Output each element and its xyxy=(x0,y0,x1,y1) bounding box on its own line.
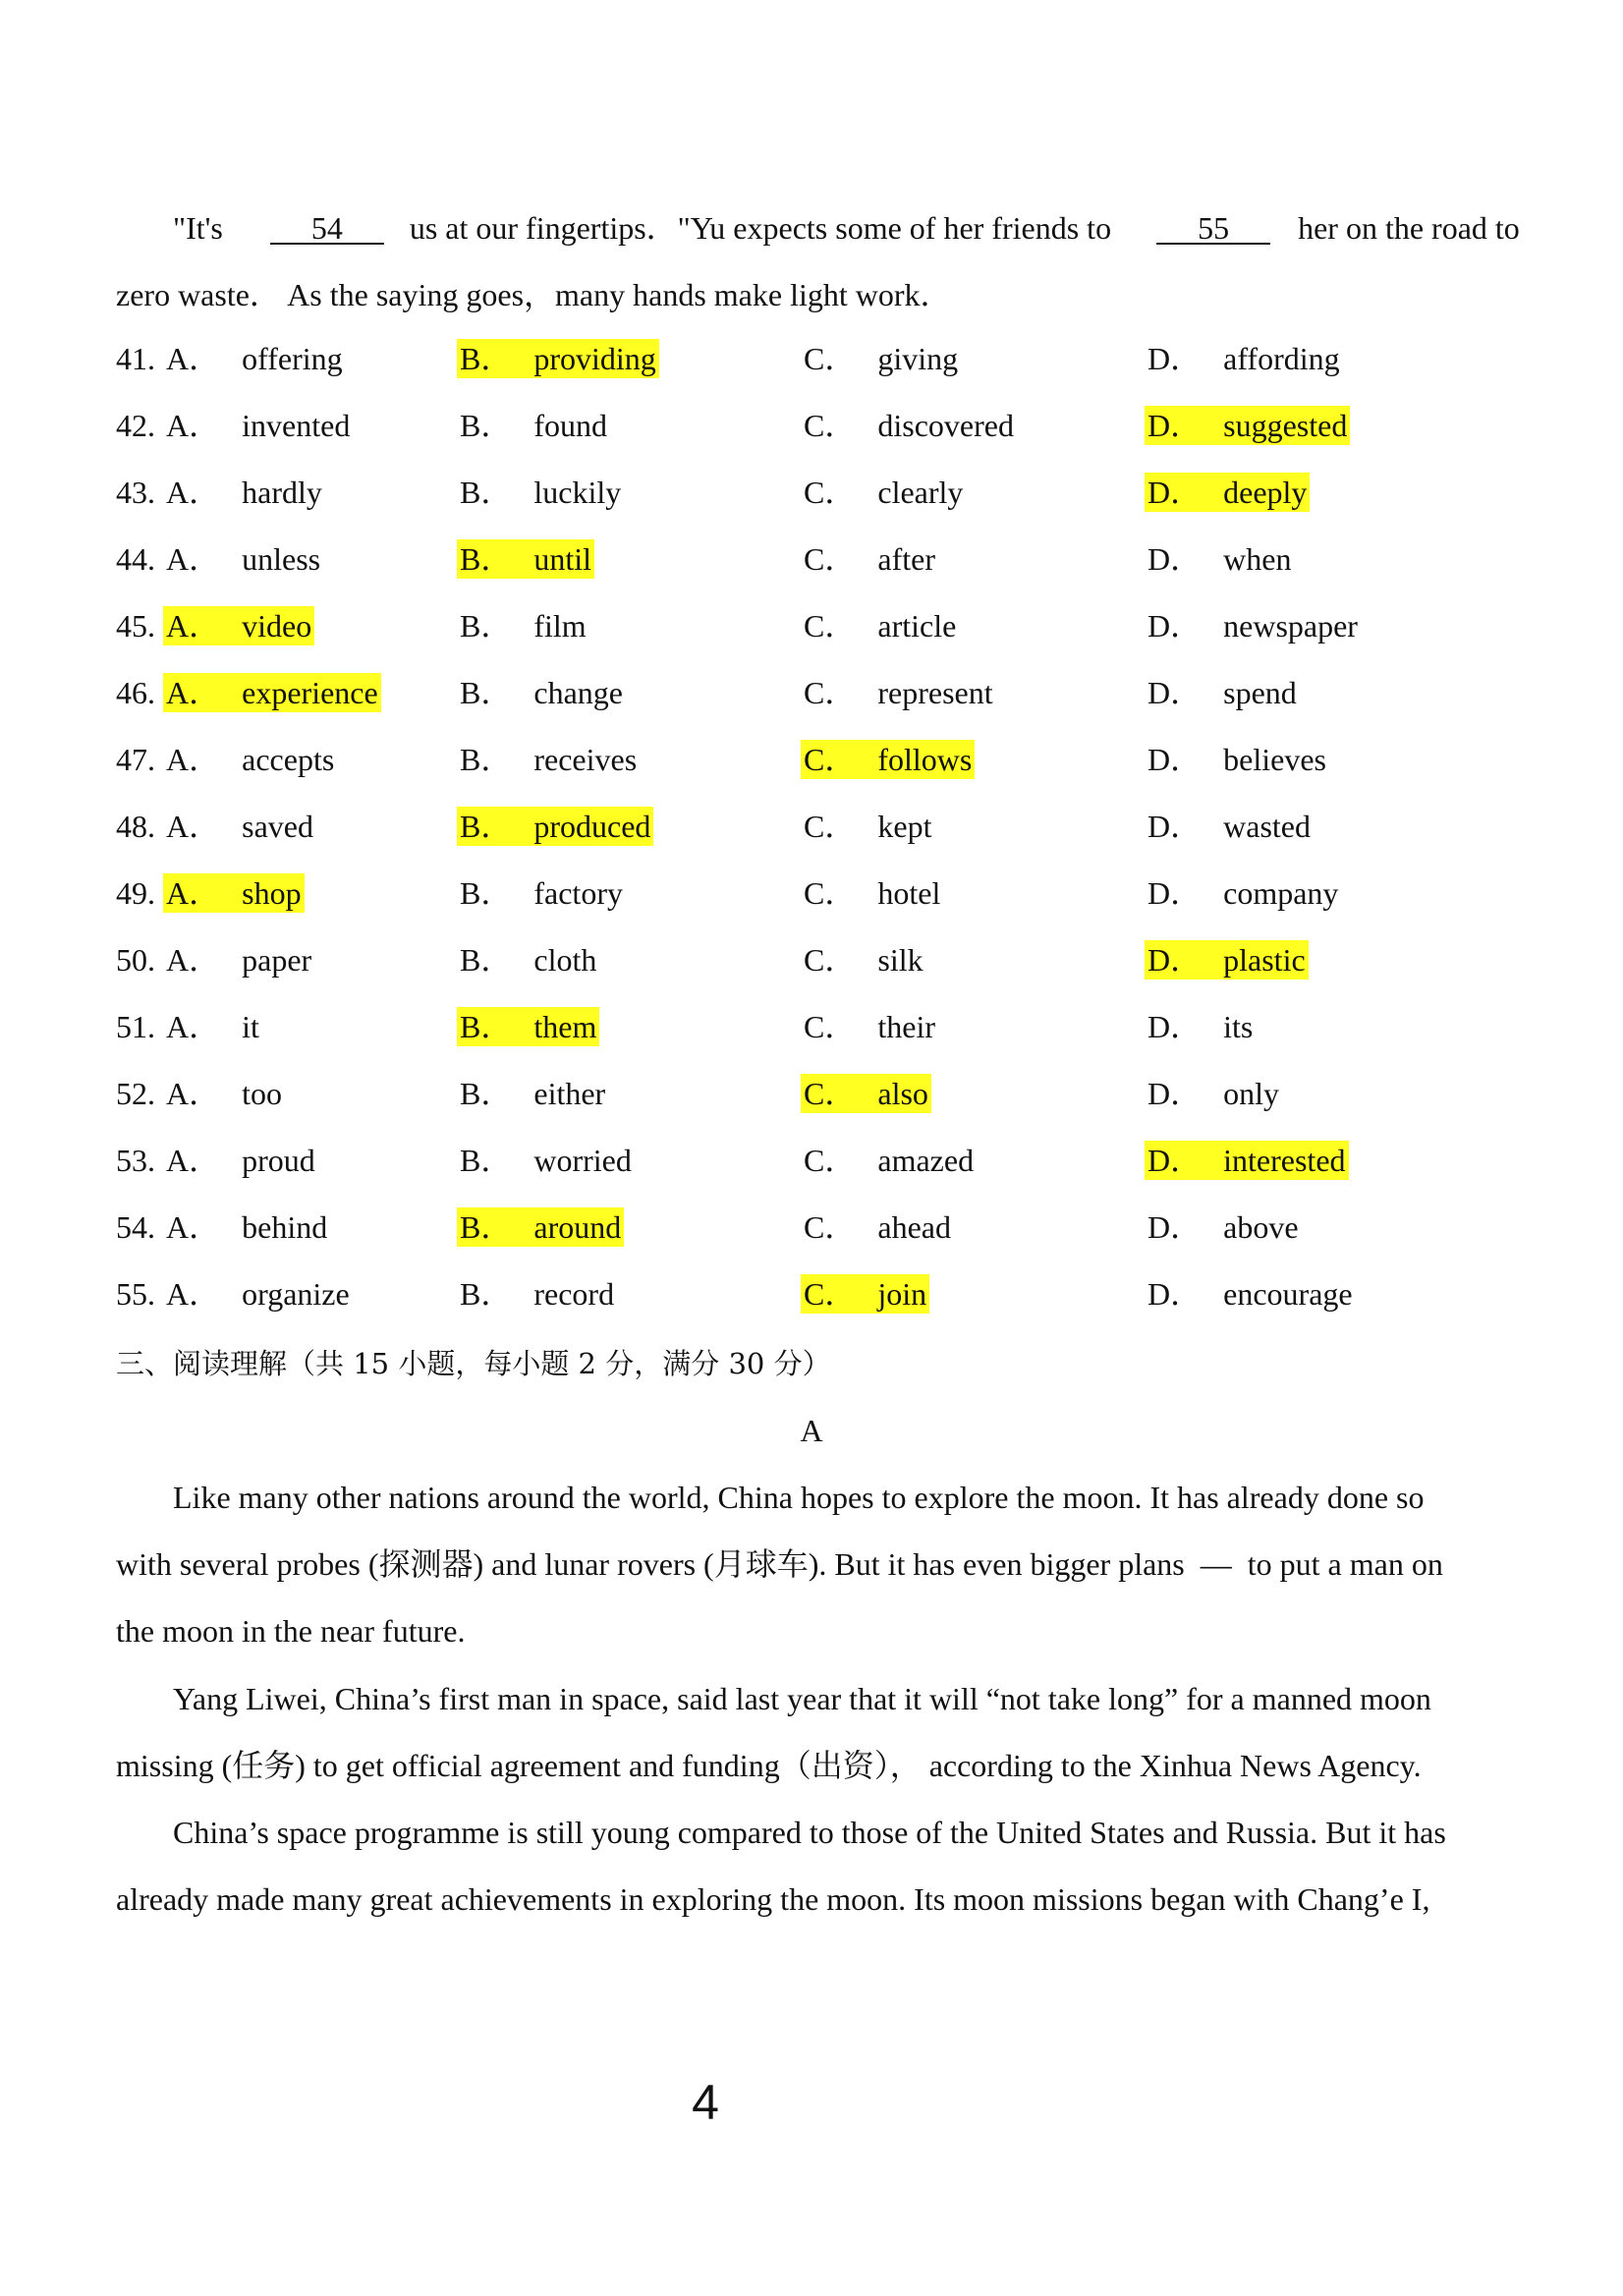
question-number: 43. xyxy=(116,475,155,510)
option-d xyxy=(1145,339,1343,378)
option-letter: B． xyxy=(460,809,513,844)
option-letter: A． xyxy=(166,675,221,710)
option-text: newspaper xyxy=(1223,608,1358,644)
option-text: above xyxy=(1223,1209,1299,1245)
option-letter: A． xyxy=(166,408,221,443)
option-text: silk xyxy=(877,942,923,978)
option-letter: D． xyxy=(1147,341,1203,376)
question-number: 50. xyxy=(116,942,155,978)
page-number: 4 xyxy=(692,2075,719,2130)
option-text: represent xyxy=(877,675,993,710)
option-text: record xyxy=(533,1276,615,1312)
option-letter: C． xyxy=(804,809,857,844)
cloze-text-line-1 xyxy=(173,208,1578,248)
option-text: invented xyxy=(242,408,351,443)
option-letter: B． xyxy=(460,675,513,710)
option-text: join xyxy=(877,1276,927,1312)
passage-line-6: China’s space programme is still young compared to those of the United States and Russia. But it has xyxy=(173,1815,1446,1850)
option-letter: C． xyxy=(804,875,857,911)
option-a-highlighted xyxy=(163,873,305,913)
option-c xyxy=(801,1141,977,1180)
option-b xyxy=(457,940,599,980)
question-row xyxy=(116,940,1521,1007)
option-text: proud xyxy=(242,1143,315,1178)
option-d xyxy=(1145,1007,1256,1046)
option-letter: D． xyxy=(1147,541,1203,577)
option-letter: A． xyxy=(166,875,221,911)
question-row xyxy=(116,740,1521,807)
option-d xyxy=(1145,1074,1282,1113)
option-b xyxy=(457,1274,617,1314)
option-letter: B． xyxy=(460,475,513,510)
option-letter: C． xyxy=(804,541,857,577)
option-text: deeply xyxy=(1223,475,1308,510)
option-d xyxy=(1145,539,1294,579)
option-d xyxy=(1145,1207,1302,1247)
option-text: wasted xyxy=(1223,809,1311,844)
option-letter: D． xyxy=(1147,1143,1203,1178)
question-number: 41. xyxy=(116,341,155,376)
option-text: luckily xyxy=(533,475,622,510)
option-text: when xyxy=(1223,541,1292,577)
option-a xyxy=(163,740,337,779)
question-number: 44. xyxy=(116,541,155,577)
option-b xyxy=(457,873,626,913)
option-a xyxy=(163,807,316,846)
option-letter: A． xyxy=(166,742,221,777)
option-d-highlighted xyxy=(1145,940,1309,980)
option-letter: A． xyxy=(166,1209,221,1245)
option-letter: C． xyxy=(804,475,857,510)
question-row xyxy=(116,1007,1521,1074)
option-a xyxy=(163,940,314,980)
question-row xyxy=(116,1207,1521,1274)
option-text: offering xyxy=(242,341,343,376)
option-letter: C． xyxy=(804,341,857,376)
option-text: receives xyxy=(533,742,638,777)
option-d xyxy=(1145,740,1329,779)
option-letter: A． xyxy=(166,608,221,644)
option-letter: D． xyxy=(1147,475,1203,510)
option-letter: A． xyxy=(166,341,221,376)
option-text: video xyxy=(242,608,312,644)
question-row xyxy=(116,1274,1521,1341)
option-letter: A． xyxy=(166,809,221,844)
option-d xyxy=(1145,673,1300,712)
option-text: worried xyxy=(533,1143,632,1178)
option-text: produced xyxy=(533,809,651,844)
cloze-text-segment: her on the road to xyxy=(1298,210,1520,246)
option-b-highlighted xyxy=(457,1007,599,1046)
cloze-text-segment: "It's xyxy=(173,210,223,246)
option-letter: A． xyxy=(166,475,221,510)
option-letter: D． xyxy=(1147,942,1203,978)
option-text: believes xyxy=(1223,742,1326,777)
option-letter: C． xyxy=(804,1143,857,1178)
option-c xyxy=(801,539,938,579)
passage-label: A xyxy=(800,1413,823,1448)
option-c-highlighted xyxy=(801,1274,929,1314)
option-d-highlighted xyxy=(1145,1141,1349,1180)
option-letter: D． xyxy=(1147,675,1203,710)
option-text: saved xyxy=(242,809,313,844)
blank-55: 55 xyxy=(1156,213,1270,245)
option-c xyxy=(801,873,943,913)
option-text: affording xyxy=(1223,341,1340,376)
blank-54: 54 xyxy=(270,213,384,245)
option-letter: C． xyxy=(804,1076,857,1111)
option-d-highlighted xyxy=(1145,473,1310,512)
question-number: 42. xyxy=(116,408,155,443)
question-number: 45. xyxy=(116,608,155,644)
option-text: interested xyxy=(1223,1143,1346,1178)
option-letter: C． xyxy=(804,608,857,644)
option-letter: D． xyxy=(1147,608,1203,644)
option-b xyxy=(457,1074,608,1113)
option-letter: C． xyxy=(804,675,857,710)
option-b-highlighted xyxy=(457,339,659,378)
option-text: it xyxy=(242,1009,259,1044)
option-letter: A． xyxy=(166,942,221,978)
option-a-highlighted xyxy=(163,673,381,712)
option-text: spend xyxy=(1223,675,1297,710)
option-text: them xyxy=(533,1009,597,1044)
option-c xyxy=(801,807,934,846)
question-row xyxy=(116,539,1521,606)
option-text: experience xyxy=(242,675,378,710)
question-number: 47. xyxy=(116,742,155,777)
option-b-highlighted xyxy=(457,539,594,579)
option-text: paper xyxy=(242,942,312,978)
option-letter: B． xyxy=(460,341,513,376)
option-text: hotel xyxy=(877,875,941,911)
option-text: unless xyxy=(242,541,321,577)
option-text: hardly xyxy=(242,475,322,510)
question-number: 51. xyxy=(116,1009,155,1044)
option-b xyxy=(457,673,626,712)
option-letter: D． xyxy=(1147,1209,1203,1245)
cloze-text-segment: us at our fingertips．"Yu expects some of her friends to xyxy=(409,210,1112,246)
option-text: amazed xyxy=(877,1143,975,1178)
option-letter: C． xyxy=(804,1209,857,1245)
option-letter: C． xyxy=(804,742,857,777)
option-text: behind xyxy=(242,1209,328,1245)
question-number: 52. xyxy=(116,1076,155,1111)
option-a xyxy=(163,473,325,512)
option-letter: D． xyxy=(1147,1076,1203,1111)
option-text: company xyxy=(1223,875,1339,911)
option-b xyxy=(457,606,589,645)
option-letter: D． xyxy=(1147,742,1203,777)
option-c xyxy=(801,1007,938,1046)
option-letter: B． xyxy=(460,1209,513,1245)
passage-line-4: Yang Liwei, China’s first man in space, said last year that it will “not take long” for a manned moon xyxy=(173,1681,1431,1716)
option-a-highlighted xyxy=(163,606,314,645)
option-b xyxy=(457,1141,635,1180)
option-d xyxy=(1145,873,1341,913)
option-text: shop xyxy=(242,875,302,911)
section-title: 三、阅读理解（共 15 小题，每小题 2 分，满分 30 分） xyxy=(116,1347,831,1380)
question-row xyxy=(116,606,1521,673)
option-letter: A． xyxy=(166,1009,221,1044)
option-text: its xyxy=(1223,1009,1254,1044)
question-row xyxy=(116,873,1521,940)
option-text: article xyxy=(877,608,957,644)
question-number: 46. xyxy=(116,675,155,710)
question-number: 49. xyxy=(116,875,155,911)
option-letter: C． xyxy=(804,1009,857,1044)
option-text: after xyxy=(877,541,935,577)
option-text: plastic xyxy=(1223,942,1306,978)
option-text: change xyxy=(533,675,623,710)
option-letter: B． xyxy=(460,1009,513,1044)
passage-line-3: the moon in the near future. xyxy=(116,1613,466,1649)
option-letter: A． xyxy=(166,541,221,577)
option-a xyxy=(163,406,353,445)
option-text: ahead xyxy=(877,1209,951,1245)
option-letter: B． xyxy=(460,1276,513,1312)
option-letter: B． xyxy=(460,1076,513,1111)
question-row xyxy=(116,1074,1521,1141)
option-text: providing xyxy=(533,341,656,376)
option-text: suggested xyxy=(1223,408,1348,443)
option-d xyxy=(1145,807,1314,846)
option-d xyxy=(1145,1274,1356,1314)
option-letter: C． xyxy=(804,1276,857,1312)
option-b-highlighted xyxy=(457,1207,624,1247)
option-c xyxy=(801,1207,954,1247)
question-number: 55. xyxy=(116,1276,155,1312)
option-c xyxy=(801,473,966,512)
option-text: factory xyxy=(533,875,623,911)
option-letter: B． xyxy=(460,408,513,443)
option-d-highlighted xyxy=(1145,406,1350,445)
option-a xyxy=(163,339,346,378)
option-text: around xyxy=(533,1209,622,1245)
passage-line-1: Like many other nations around the world, China hopes to explore the moon. It has already done so xyxy=(173,1480,1425,1515)
option-b xyxy=(457,473,624,512)
answer-options-list xyxy=(116,339,1521,1341)
option-text: kept xyxy=(877,809,932,844)
option-text: film xyxy=(533,608,587,644)
option-a xyxy=(163,539,323,579)
option-letter: A． xyxy=(166,1076,221,1111)
option-letter: B． xyxy=(460,942,513,978)
option-text: too xyxy=(242,1076,283,1111)
option-a xyxy=(163,1207,330,1247)
option-letter: B． xyxy=(460,541,513,577)
option-c xyxy=(801,673,996,712)
option-a xyxy=(163,1007,262,1046)
question-row xyxy=(116,473,1521,539)
option-c xyxy=(801,940,926,980)
option-letter: D． xyxy=(1147,875,1203,911)
option-text: only xyxy=(1223,1076,1280,1111)
option-b xyxy=(457,406,610,445)
question-row xyxy=(116,1141,1521,1207)
option-c-highlighted xyxy=(801,740,975,779)
option-c xyxy=(801,606,959,645)
option-text: until xyxy=(533,541,592,577)
question-row xyxy=(116,673,1521,740)
option-letter: D． xyxy=(1147,1276,1203,1312)
option-b xyxy=(457,740,640,779)
option-letter: A． xyxy=(166,1276,221,1312)
option-text: their xyxy=(877,1009,935,1044)
option-a xyxy=(163,1074,285,1113)
option-a xyxy=(163,1141,318,1180)
option-text: organize xyxy=(242,1276,350,1312)
option-text: giving xyxy=(877,341,959,376)
passage-line-2: with several probes (探测器) and lunar rovers (月球车). But it has even bigger plans — to put a man on xyxy=(116,1546,1443,1582)
option-text: follows xyxy=(877,742,973,777)
option-text: discovered xyxy=(877,408,1014,443)
option-letter: D． xyxy=(1147,809,1203,844)
option-text: accepts xyxy=(242,742,335,777)
option-text: cloth xyxy=(533,942,597,978)
passage-line-5: missing (任务) to get official agreement and funding（出资）， according to the Xinhua News Agency. xyxy=(116,1748,1422,1783)
option-letter: B． xyxy=(460,875,513,911)
question-row xyxy=(116,406,1521,473)
option-c xyxy=(801,339,961,378)
option-text: either xyxy=(533,1076,606,1111)
option-text: found xyxy=(533,408,608,443)
question-row xyxy=(116,807,1521,873)
option-letter: B． xyxy=(460,742,513,777)
option-letter: C． xyxy=(804,408,857,443)
option-b-highlighted xyxy=(457,807,653,846)
option-text: also xyxy=(877,1076,928,1111)
option-a xyxy=(163,1274,353,1314)
option-letter: A． xyxy=(166,1143,221,1178)
option-c-highlighted xyxy=(801,1074,931,1113)
option-letter: C． xyxy=(804,942,857,978)
option-letter: B． xyxy=(460,1143,513,1178)
option-text: encourage xyxy=(1223,1276,1353,1312)
passage-line-7: already made many great achievements in exploring the moon. Its moon missions began with Chang’e I, xyxy=(116,1881,1430,1917)
question-number: 53. xyxy=(116,1143,155,1178)
option-letter: B． xyxy=(460,608,513,644)
cloze-text-line-2: zero waste． As the saying goes，many hands make light work． xyxy=(116,277,952,312)
option-letter: D． xyxy=(1147,1009,1203,1044)
question-number: 54. xyxy=(116,1209,155,1245)
option-c xyxy=(801,406,1017,445)
option-d xyxy=(1145,606,1361,645)
question-row xyxy=(116,339,1521,406)
option-text: clearly xyxy=(877,475,964,510)
question-number: 48. xyxy=(116,809,155,844)
option-letter: D． xyxy=(1147,408,1203,443)
